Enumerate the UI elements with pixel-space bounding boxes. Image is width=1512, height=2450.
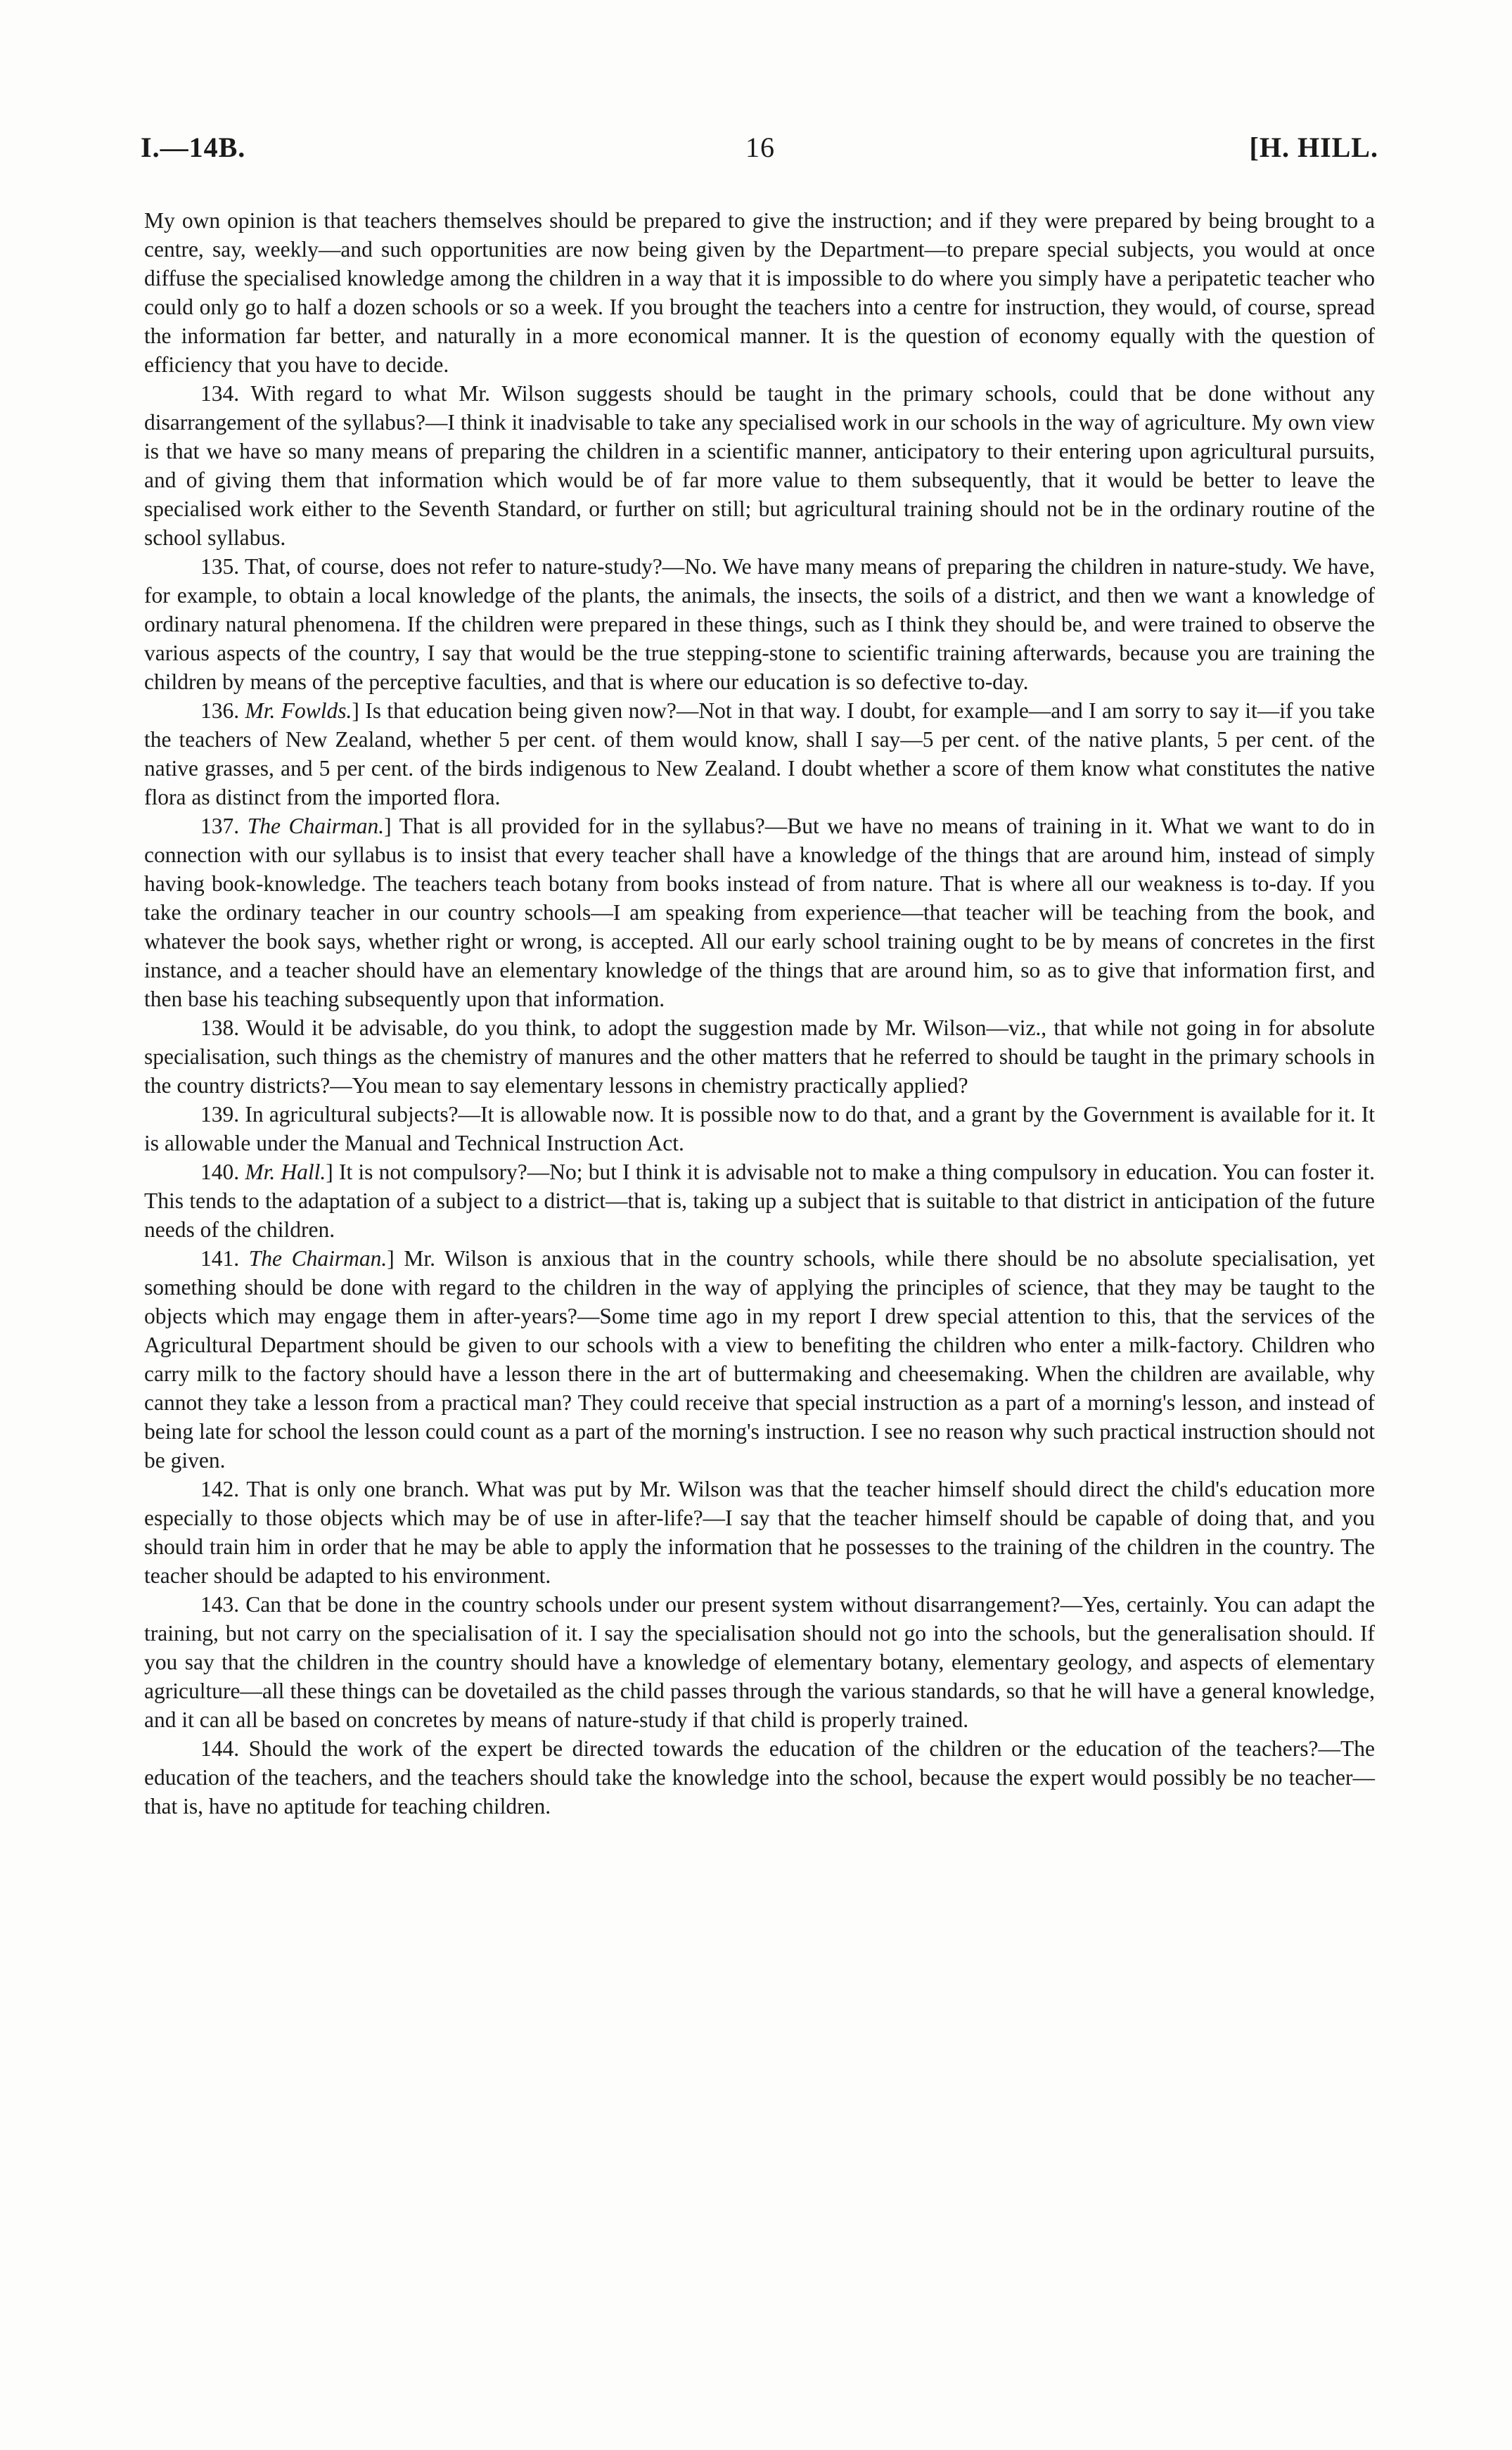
paragraph-142 — [144, 1475, 1375, 1590]
paragraph-text: That, of course, does not refer to nature-study?—No. We have many means of preparing the children in nature-study. We have, for example, to obtain a local knowledge of the plants, the animals, the insects, the soils of a district, and then we want a knowledge of ordinary natural phenomena. If the children were prepared in these things, such as I think they should be, and were trained to observe the various aspects of the country, I say that would be the true stepping-stone to scientific training afterwards, because you are training the children by means of the perceptive faculties, and that is where our education is so defective to-day. — [144, 554, 1376, 694]
paragraph-text: My own opinion is that teachers themselves should be prepared to give the instruction; and if they were prepared by being brought to a centre, say, weekly—and such opportunities are now being given by the Department—to prepare special subjects, you would at once diffuse the specialised knowledge among the children in a way that it is impossible to do where you simply have a peripatetic teacher who could only go to half a dozen schools or so a week. If you brought the teachers into a centre for instruction, they would, of course, spread the information far better, and naturally in a more economical manner. It is the question of economy equally with the question of efficiency that you have to decide. — [144, 208, 1375, 377]
question-number: 134. — [200, 381, 240, 406]
body-text — [144, 206, 1375, 1821]
paragraph-137 — [144, 812, 1375, 1013]
paragraph-143 — [144, 1590, 1375, 1734]
running-head — [141, 131, 1378, 173]
paragraph-138 — [144, 1013, 1375, 1100]
paragraph-opening — [144, 206, 1375, 379]
page-number: 16 — [745, 132, 775, 163]
speaker-name: The Chairman. — [247, 814, 385, 838]
paragraph-text: ] That is all provided for in the syllabus?—But we have no means of training in it. What we want to do in connection with our syllabus is to insist that every teacher shall have a knowledge of the things that are around him, instead of simply having book-knowledge. The teachers teach botany from books instead of from nature. That is where all our weakness is to-day. If you take the ordinary teacher in our country schools—I am speaking from experience—that teacher will be teaching from the book, and whatever the book says, whether right or wrong, is accepted. All our early school training ought to be by means of concretes in the first instance, and a teacher should have an elementary knowledge of the things that are around him, so as to give that information first, and then base his teaching subsequently upon that information. — [144, 814, 1376, 1011]
paragraph-135 — [144, 552, 1375, 696]
document-reference: I.—14B. — [141, 132, 246, 163]
speaker-name: Mr. Hall. — [245, 1160, 326, 1184]
witness-name: [H. HILL. — [1249, 132, 1378, 163]
speaker-name: The Chairman. — [248, 1246, 387, 1271]
paragraph-141 — [144, 1244, 1375, 1475]
question-number: 142. — [200, 1477, 240, 1501]
paragraph-140 — [144, 1157, 1375, 1244]
paragraph-134 — [144, 379, 1375, 552]
paragraph-text: Should the work of the expert be directed towards the education of the children or the education of the teachers?—The education of the teachers, and the teachers should take the knowledge into the school, because the expert would possibly be no teacher—that is, have no aptitude for teaching children. — [144, 1736, 1375, 1819]
question-number: 138. — [200, 1015, 240, 1040]
question-number: 135. — [200, 554, 240, 579]
paragraph-text: With regard to what Mr. Wilson suggests should be taught in the primary schools, could that be done without any disarrangement of the syllabus?—I think it inadvisable to take any specialised work in our schools in the way of agriculture. My own view is that we have so many means of preparing the children in a scientific manner, anticipatory to their entering upon agricultural pursuits, and of giving them that information which would be of far more value to them subsequently, that it would be better to leave the specialised work either to the Seventh Standard, or further on still; but agricultural training should not be in the ordinary routine of the school syllabus. — [144, 381, 1376, 550]
speaker-name: Mr. Fowlds. — [245, 698, 352, 723]
paragraph-text: ] It is not compulsory?—No; but I think it is advisable not to make a thing compulsory in education. You can foster it. This tends to the adaptation of a subject to a district—that is, taking up a subject that is suitable to that district in anticipation of the future needs of the children. — [144, 1160, 1376, 1242]
paragraph-136 — [144, 696, 1375, 812]
paragraph-144 — [144, 1734, 1375, 1821]
paragraph-text: That is only one branch. What was put by Mr. Wilson was that the teacher himself should direct the child's education more especially to those objects which may be of use in after-life?—I say that the teacher himself should be capable of doing that, and you should train him in order that he may be able to apply the information that he possesses to the training of the children in the country. The teacher should be adapted to his environment. — [144, 1477, 1376, 1588]
question-number: 144. — [200, 1736, 240, 1761]
question-number: 143. — [200, 1592, 240, 1617]
paragraph-text: Would it be advisable, do you think, to adopt the suggestion made by Mr. Wilson—viz., that while not going in for absolute specialisation, such things as the chemistry of manures and the other matters that he referred to should be taught in the primary schools in the country districts?—You mean to say elementary lessons in chemistry practically applied? — [144, 1015, 1376, 1098]
paragraph-139 — [144, 1100, 1375, 1157]
question-number: 137. — [200, 814, 240, 838]
paragraph-text: ] Mr. Wilson is anxious that in the country schools, while there should be no absolute specialisation, yet something should be done with regard to the children in the way of applying the principles of science, that they may be taught to the objects which may engage them in after-years?—Some time ago in my report I drew special attention to this, that the services of the Agricultural Department should be given to our schools with a view to benefiting the children who enter a milk-factory. Children who carry milk to the factory should have a lesson there in the art of buttermaking and cheesemaking. When the children are available, why cannot they take a lesson from a practical man? They could receive that special instruction as a part of a morning's lesson, and instead of being late for school the lesson could count as a part of the morning's instruction. I see no reason why such practical instruction should not be given. — [144, 1246, 1376, 1473]
question-number: 140. — [200, 1160, 240, 1184]
question-number: 139. — [200, 1102, 240, 1127]
paragraph-text: Can that be done in the country schools under our present system without disarrangement?—Yes, certainly. You can adapt the training, but not carry on the specialisation of it. I say the specialisation should not go into the schools, but the generalisation should. If you say that the children in the country should have a knowledge of elementary botany, elementary geology, and aspects of elementary agriculture—all these things can be dovetailed as the child passes through the various standards, so that he will have a general knowledge, and it can all be based on concretes by means of nature-study if that child is properly trained. — [144, 1592, 1375, 1732]
paragraph-text: ] Is that education being given now?—Not in that way. I doubt, for example—and I am sorry to say it—if you take the teachers of New Zealand, whether 5 per cent. of them would know, shall I say—5 per cent. of the native plants, 5 per cent. of the native grasses, and 5 per cent. of the birds indigenous to New Zealand. I doubt whether a score of them know what constitutes the native flora as distinct from the imported flora. — [144, 698, 1375, 809]
paragraph-text: In agricultural subjects?—It is allowable now. It is possible now to do that, and a grant by the Government is available for it. It is allowable under the Manual and Technical Instruction Act. — [144, 1102, 1375, 1155]
question-number: 141. — [200, 1246, 240, 1271]
question-number: 136. — [200, 698, 240, 723]
